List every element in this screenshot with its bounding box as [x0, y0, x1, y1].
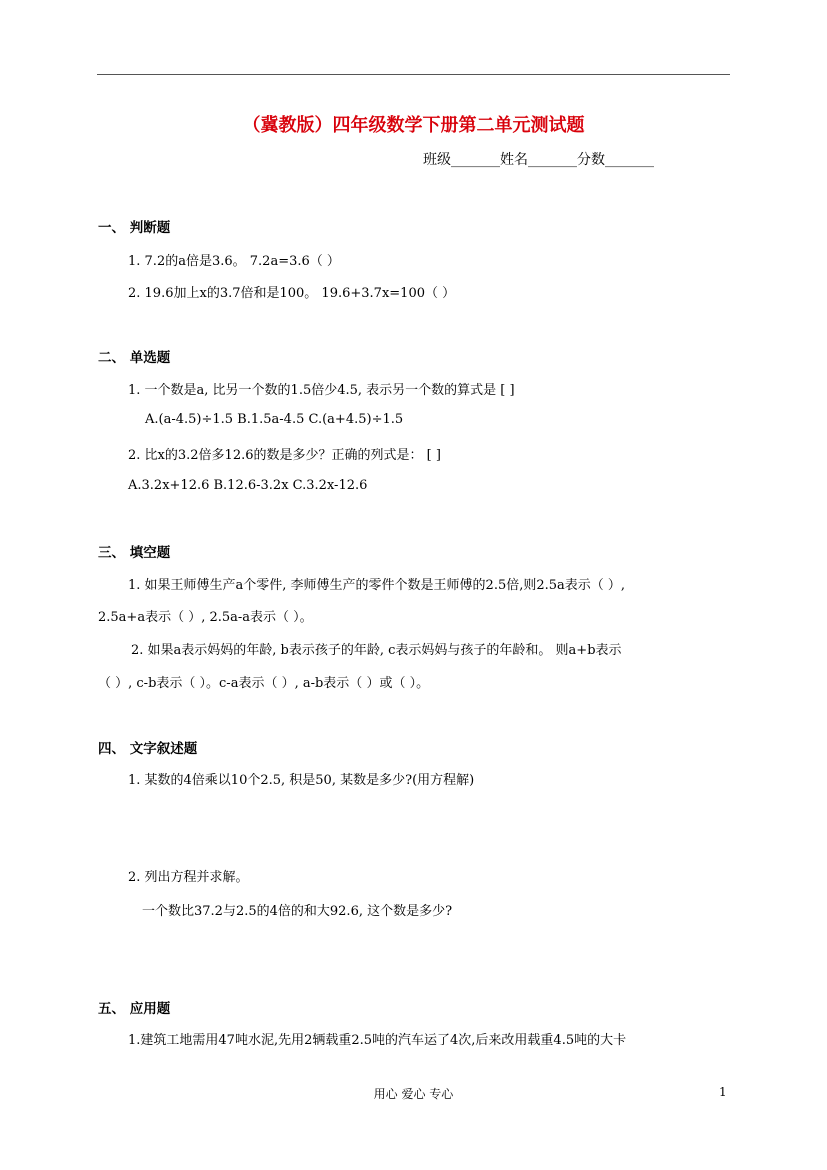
- student-info-line: 班级_______姓名_______分数_______: [423, 152, 654, 168]
- page-number: 1: [719, 1085, 727, 1099]
- section-heading-application: 五、 应用题: [98, 1001, 171, 1017]
- choice-options: A.(a-4.5)÷1.5 B.1.5a-4.5 C.(a+4.5)÷1.5: [145, 412, 404, 427]
- section-heading-single-choice: 二、 单选题: [98, 350, 171, 366]
- footer-motto: 用心 爱心 专心: [373, 1087, 454, 1101]
- question-line: 2.5a+a表示（ ）, 2.5a-a表示（ ）。: [98, 610, 313, 625]
- section-heading-fill-blank: 三、 填空题: [98, 545, 171, 561]
- question-line: （ ）, c-b表示（ ）。c-a表示（ ）, a-b表示（ ）或（ ）。: [98, 676, 430, 691]
- question-line: 2. 比x的3.2倍多12.6的数是多少？正确的列式是： [ ]: [128, 448, 441, 463]
- question-line: 1. 7.2的a倍是3.6。 7.2a=3.6（ ）: [128, 254, 340, 269]
- document-title: （冀教版）四年级数学下册第二单元测试题: [242, 115, 585, 136]
- question-line: 2. 列出方程并求解。: [128, 870, 249, 885]
- question-line: 1. 某数的4倍乘以10个2.5, 积是50, 某数是多少?(用方程解): [128, 773, 475, 788]
- question-line: 1. 如果王师傅生产a个零件, 李师傅生产的零件个数是王师傅的2.5倍,则2.5a表示（ ）,: [128, 578, 626, 593]
- section-heading-judgment: 一、 判断题: [98, 220, 171, 236]
- question-line: 1. 一个数是a, 比另一个数的1.5倍少4.5, 表示另一个数的算式是 [ ]: [128, 383, 515, 398]
- section-heading-word-problems: 四、 文字叙述题: [98, 741, 198, 757]
- question-line: 一个数比37.2与2.5的4倍的和大92.6, 这个数是多少?: [142, 904, 453, 919]
- question-line: 2. 19.6加上x的3.7倍和是100。 19.6+3.7x=100（ ）: [128, 286, 456, 301]
- header-rule: [97, 74, 730, 75]
- question-line: 1.建筑工地需用47吨水泥,先用2辆载重2.5吨的汽车运了4次,后来改用载重4.5吨的大卡: [128, 1033, 627, 1048]
- choice-options: A.3.2x+12.6 B.12.6-3.2x C.3.2x-12.6: [128, 478, 368, 493]
- question-line: 2. 如果a表示妈妈的年龄, b表示孩子的年龄, c表示妈妈与孩子的年龄和。 则a+b表示: [131, 643, 622, 658]
